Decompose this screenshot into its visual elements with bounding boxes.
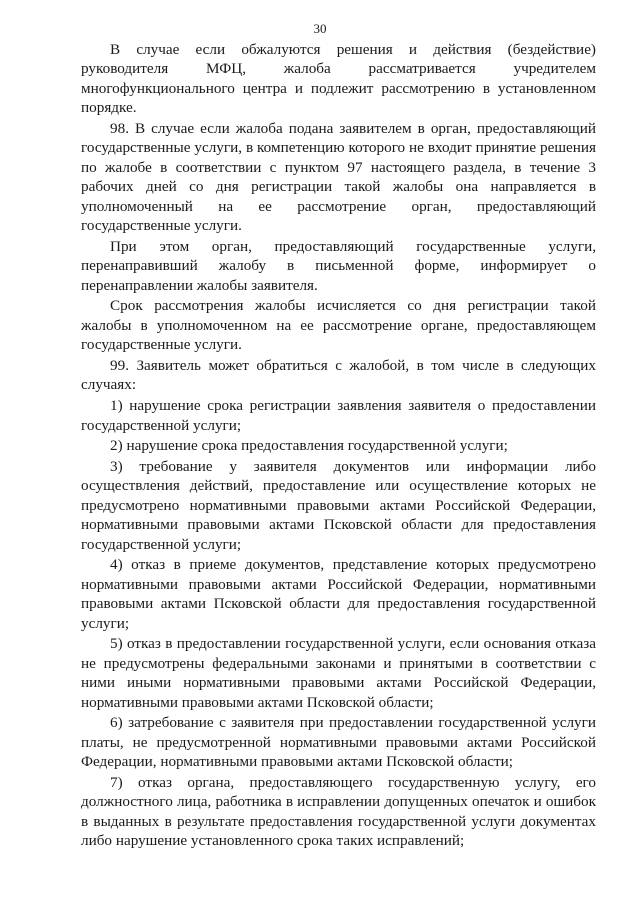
document-body bbox=[81, 40, 596, 852]
list-item: 7) отказ органа, предоставляющего государственную услугу, его должностного лица, работника в исправлении допущенных опечаток и ошибок в выданных в результате предоставления государственной услуги документах либо нарушение установленного срока таких исправлений; bbox=[81, 773, 596, 850]
list-item: 6) затребование с заявителя при предоставлении государственной услуги платы, не предусмотренной нормативными правовыми актами Российской Федерации, нормативными правовыми актами Псковской области; bbox=[81, 714, 596, 771]
paragraph: При этом орган, предоставляющий государственные услуги, перенаправивший жалобу в письменной форме, информирует о перенаправлении жалобы заявителя. bbox=[81, 237, 596, 294]
list-item: 1) нарушение срока регистрации заявления заявителя о предоставлении государственной услуги; bbox=[81, 397, 596, 434]
list-item: 4) отказ в приеме документов, представление которых предусмотрено нормативными правовыми актами Российской Федерации, нормативными правовыми актами Псковской области для предоставления государственной услуги; bbox=[81, 556, 596, 632]
paragraph: 98. В случае если жалоба подана заявителем в орган, предоставляющий государственные услуги, в компетенцию которого не входит принятие решения по жалобе в соответствии с пунктом 97 настоящего раздела, в течение 3 рабочих дней со дня регистрации такой жалобы она направляется в уполномоченный на ее рассмотрение орган, предоставляющий государственные услуги. bbox=[81, 120, 596, 235]
paragraph: Срок рассмотрения жалобы исчисляется со дня регистрации такой жалобы в уполномоченном на ее рассмотрение органе, предоставляющем государственные услуги. bbox=[81, 297, 596, 354]
list-item: 2) нарушение срока предоставления государственной услуги; bbox=[110, 437, 508, 455]
paragraph: 99. Заявитель может обратиться с жалобой, в том числе в следующих случаях: bbox=[81, 357, 596, 394]
list-item: 3) требование у заявителя документов или информации либо осуществления действий, предоставление или осуществление которых не предусмотрено нормативными правовыми актами Российской Федерации, нормативными правовыми актами Псковской области для предоставления государственной услуги; bbox=[81, 457, 596, 553]
paragraph: В случае если обжалуются решения и действия (бездействие) руководителя МФЦ, жалоба рассматривается учредителем многофункционального центра и подлежит рассмотрению в установленном порядке. bbox=[81, 41, 596, 117]
list-item: 5) отказ в предоставлении государственной услуги, если основания отказа не предусмотрены федеральными законами и принятыми в соответствии с ними иными нормативными правовыми актами Российской Федерации, нормативными правовыми актами Псковской области; bbox=[81, 635, 596, 711]
page-number: 30 bbox=[313, 21, 327, 36]
